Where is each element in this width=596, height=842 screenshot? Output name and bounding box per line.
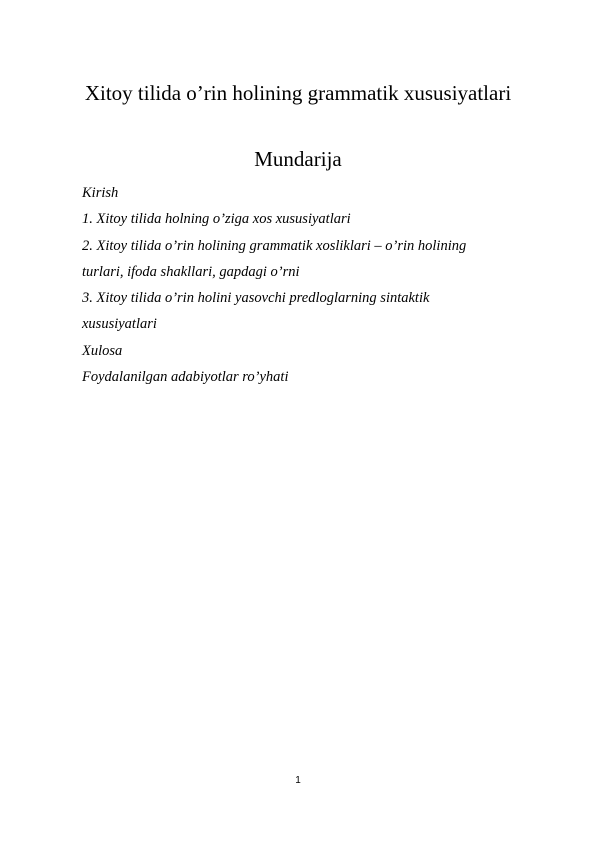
toc-entry-chapter-3-continued: xususiyatlari [82, 316, 157, 333]
toc-entry-chapter-3: 3. Xitoy tilida o’rin holini yasovchi predloglarning sintaktik [82, 290, 430, 307]
toc-entry-conclusion: Xulosa [82, 342, 123, 359]
page-number: 1 [295, 775, 301, 786]
toc-entry-chapter-2-continued: turlari, ifoda shakllari, gapdagi o’rni [82, 263, 300, 280]
table-of-contents-heading: Mundarija [254, 147, 342, 171]
toc-entry-chapter-2: 2. Xitoy tilida o’rin holining grammatik xosliklari – o’rin holining [82, 237, 467, 254]
table-of-contents [82, 180, 522, 390]
toc-entry-references: Foydalanilgan adabiyotlar ro’yhati [82, 369, 289, 386]
toc-entry-chapter-1: 1. Xitoy tilida holning o’ziga xos xususiyatlari [82, 211, 351, 228]
document-title: Xitoy tilida o’rin holining grammatik xususiyatlari [84, 81, 512, 105]
toc-entry-introduction: Kirish [82, 185, 119, 201]
